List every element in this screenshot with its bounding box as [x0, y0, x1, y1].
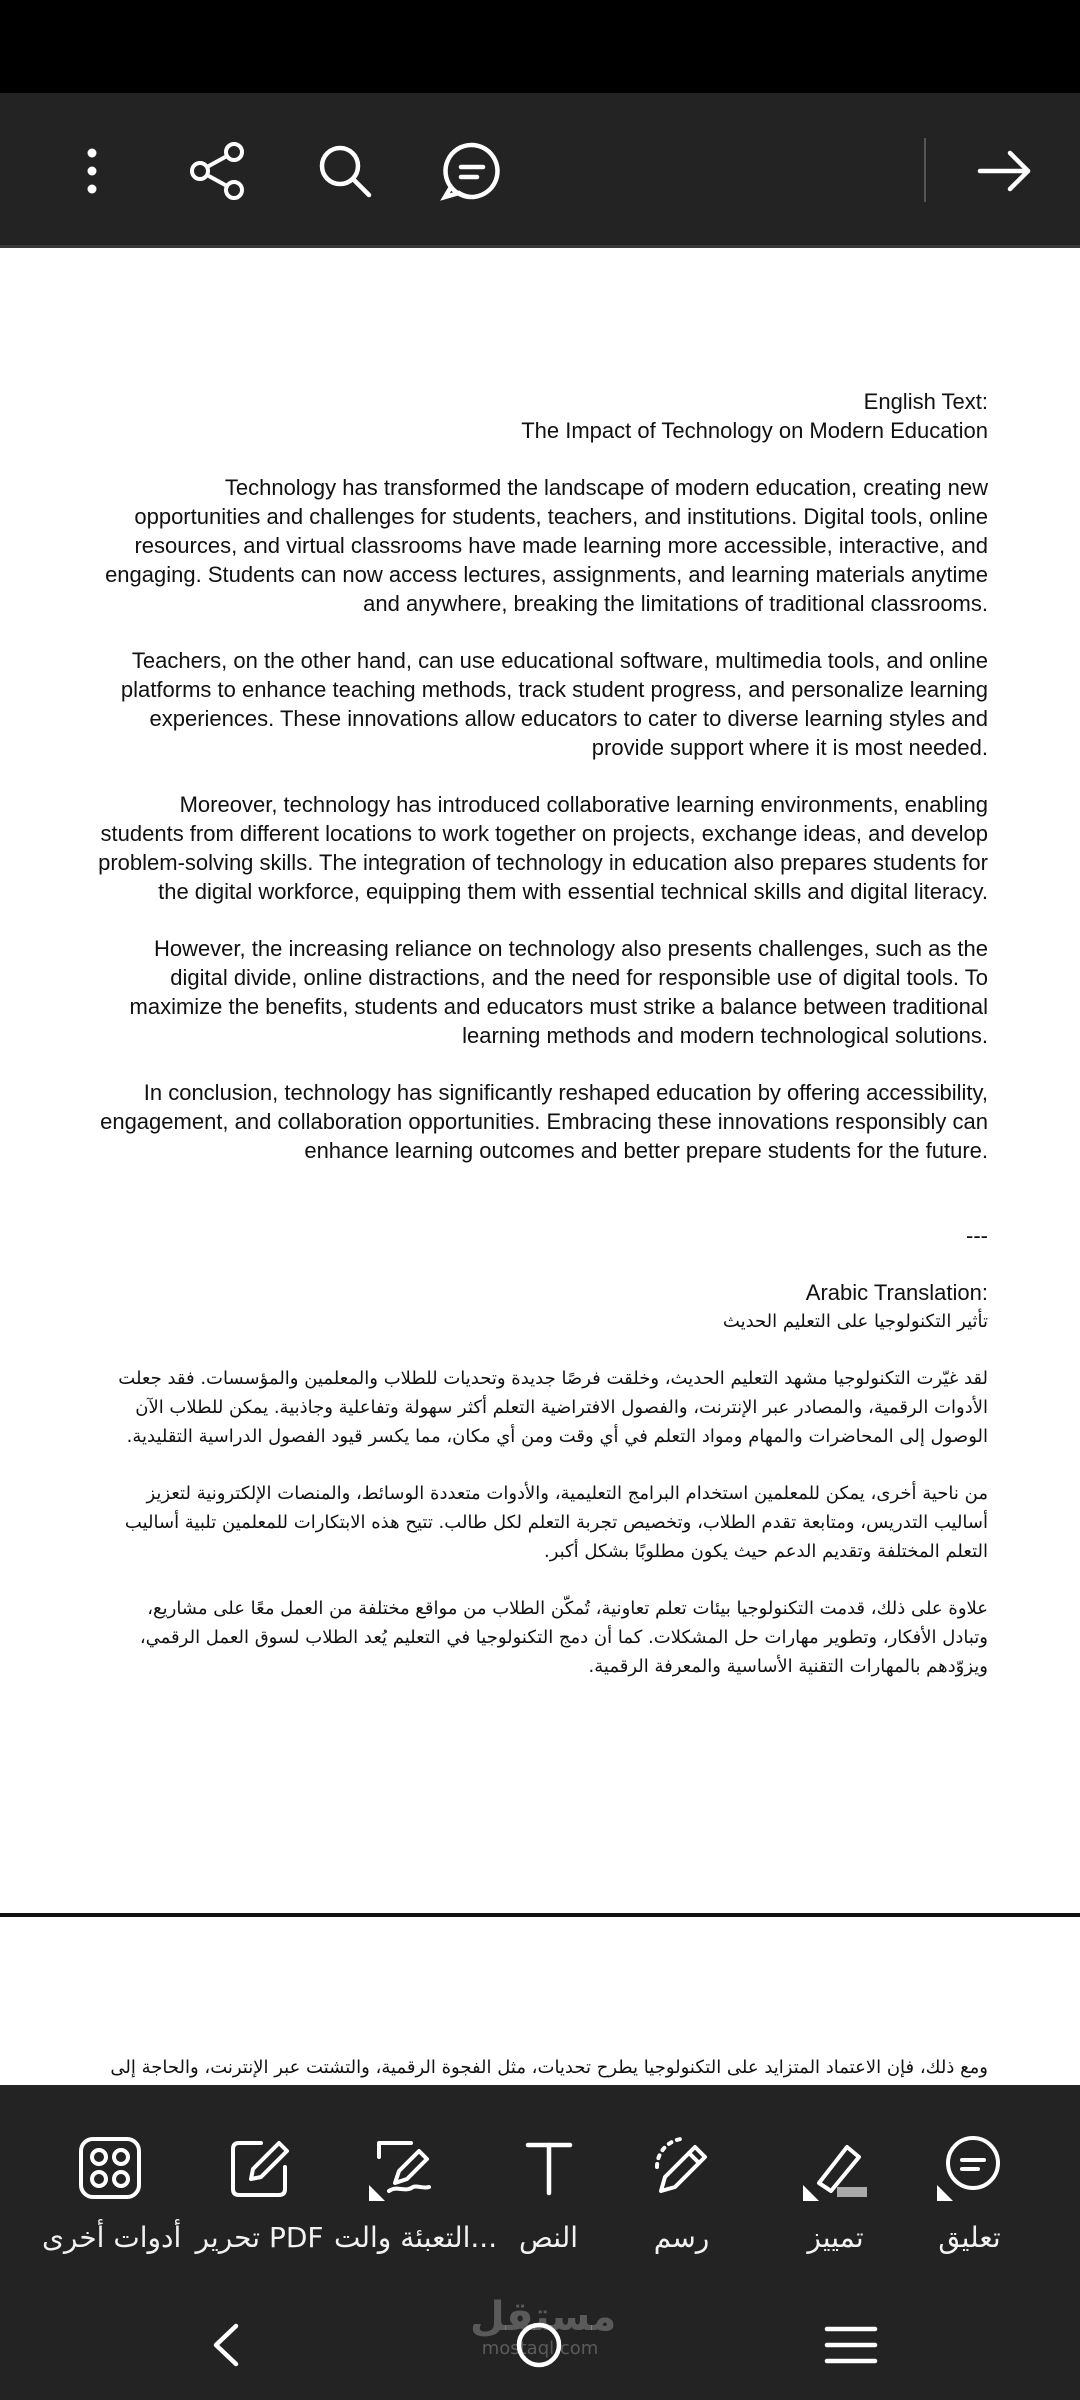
navigation-bar: [0, 2285, 1080, 2400]
tool-label: تعليق: [938, 2221, 1001, 2254]
english-heading: English Text:: [863, 389, 988, 414]
tool-label: أدوات أخرى: [42, 2221, 182, 2254]
arabic-paragraph: لقد غيّرت التكنولوجيا مشهد التعليم الحديث، وخلقت فرصًا جديدة وتحديات للطلاب والمعلمين والمؤسسات. فقد جعلت الأدوات الرقمية، والمصادر عبر الإنترنت، والفصول الافتراضية التعلم أكثر سهولة وتفاعلية وجاذبية. يمكن للطلاب الآن الوصول إلى المحاضرات والمهام ومواد التعلم في أي وقت ومن أي مكان، مما يكسر قيود الفصول الدراسية التقليدية.: [118, 1368, 988, 1447]
arabic-paragraph: علاوة على ذلك، قدمت التكنولوجيا بيئات تعلم تعاونية، تُمكّن الطلاب من مواقع مختلفة من العمل معًا على مشاريع، وتبادل الأفكار، وتطوير مهارات حل المشكلات. كما أن دمج التكنولوجيا في التعليم يُعد الطلاب لسوق العمل الرقمي، ويزوّدهم بالمهارات التقنية الأساسية والمعرفة الرقمية.: [139, 1598, 988, 1677]
comment-icon: [935, 2133, 1005, 2203]
english-paragraph: In conclusion, technology has significantly reshaped education by offering accessibility, engagement, and collaboration opportunities. Embracing these innovations responsibly can enhance learning outcomes and better prepare students for the future.: [100, 1080, 988, 1163]
watermark-arabic: مستقل: [470, 2294, 617, 2340]
separator: ---: [966, 1223, 988, 1248]
next-page-line: ومع ذلك، فإن الاعتماد المتزايد على التكنولوجيا يطرح تحديات، مثل الفجوة الرقمية، والتشتت عبر الإنترنت، والحاجة إلى: [110, 2057, 988, 2078]
status-bar: [0, 0, 1080, 93]
tool-more-tools[interactable]: [42, 2133, 182, 2263]
top-toolbar: [0, 93, 1080, 248]
document-page: [0, 251, 1080, 1913]
fill-sign-icon: [367, 2133, 437, 2203]
share-icon[interactable]: [180, 133, 256, 209]
next-document-page: [0, 1917, 1080, 2085]
edit-pdf-icon: [225, 2133, 295, 2203]
tool-label: النص: [518, 2221, 579, 2254]
tool-edit-pdf[interactable]: [192, 2133, 327, 2263]
arabic-paragraph: من ناحية أخرى، يمكن للمعلمين استخدام البرامج التعليمية، والأدوات متعددة الوسائط، والمنصات الإلكترونية لتعزيز أساليب التدريس، ومتابعة تقدم الطلاب، وتخصيص تجربة التعلم لكل طالب. تتيح هذه الابتكارات للمعلمين تلبية أساليب التعلم المختلفة وتقديم الدعم حيث يكون مطلوبًا بشكل أكبر.: [124, 1483, 988, 1562]
arabic-heading: Arabic Translation:: [805, 1280, 988, 1305]
watermark-latin: mostaql.com: [481, 2338, 599, 2359]
back-icon[interactable]: [192, 2310, 262, 2380]
english-title: The Impact of Technology on Modern Education: [521, 418, 988, 443]
more-tools-icon: [75, 2133, 145, 2203]
toolbar-separator: [924, 138, 926, 202]
draw-pen-icon: [647, 2133, 717, 2203]
tool-draw[interactable]: [614, 2133, 749, 2263]
arabic-title: تأثير التكنولوجيا على التعليم الحديث: [722, 1311, 988, 1332]
bottom-tools-bar: [0, 2085, 1080, 2285]
tool-label: تمييز: [807, 2221, 864, 2254]
english-paragraph: However, the increasing reliance on technology also presents challenges, such as the digital divide, online distractions, and the need for responsible use of digital tools. To maximize the benefits, students and educators must strike a balance between traditional learning methods and modern technological solutions.: [129, 936, 988, 1048]
comment-icon[interactable]: [433, 133, 509, 209]
search-icon[interactable]: [307, 133, 383, 209]
tool-label: تحرير PDF: [195, 2221, 324, 2254]
tool-text[interactable]: [481, 2133, 616, 2263]
more-vertical-icon[interactable]: [54, 133, 130, 209]
highlighter-icon: [801, 2133, 871, 2203]
english-paragraph: Moreover, technology has introduced collaborative learning environments, enabling students from different locations to work together on projects, exchange ideas, and develop problem-solving skills. The integration of technology in education also prepares students for the digital workforce, equipping them with essential technical skills and digital literacy.: [98, 792, 988, 904]
tool-label: رسم: [653, 2221, 710, 2254]
recents-icon[interactable]: [816, 2310, 886, 2380]
english-paragraph: Technology has transformed the landscape of modern education, creating new opportunities and challenges for students, teachers, and institutions. Digital tools, online resources, and virtual classrooms have made learning more accessible, interactive, and engaging. Students can now access lectures, assignments, and learning materials anytime and anywhere, breaking the limitations of traditional classrooms.: [105, 475, 988, 616]
home-icon[interactable]: [504, 2310, 574, 2380]
tool-highlight[interactable]: [768, 2133, 903, 2263]
tool-fill-sign[interactable]: [334, 2133, 498, 2263]
document-content: [96, 387, 988, 1709]
text-icon: [514, 2133, 584, 2203]
tool-comment[interactable]: [902, 2133, 1037, 2263]
tool-label: التعبئة والت...: [334, 2221, 498, 2254]
arrow-right-icon[interactable]: [966, 133, 1042, 209]
english-paragraph: Teachers, on the other hand, can use educational software, multimedia tools, and online platforms to enhance teaching methods, track student progress, and personalize learning experiences. These innovations allow educators to cater to diverse learning styles and provide support where it is most needed.: [120, 648, 988, 760]
